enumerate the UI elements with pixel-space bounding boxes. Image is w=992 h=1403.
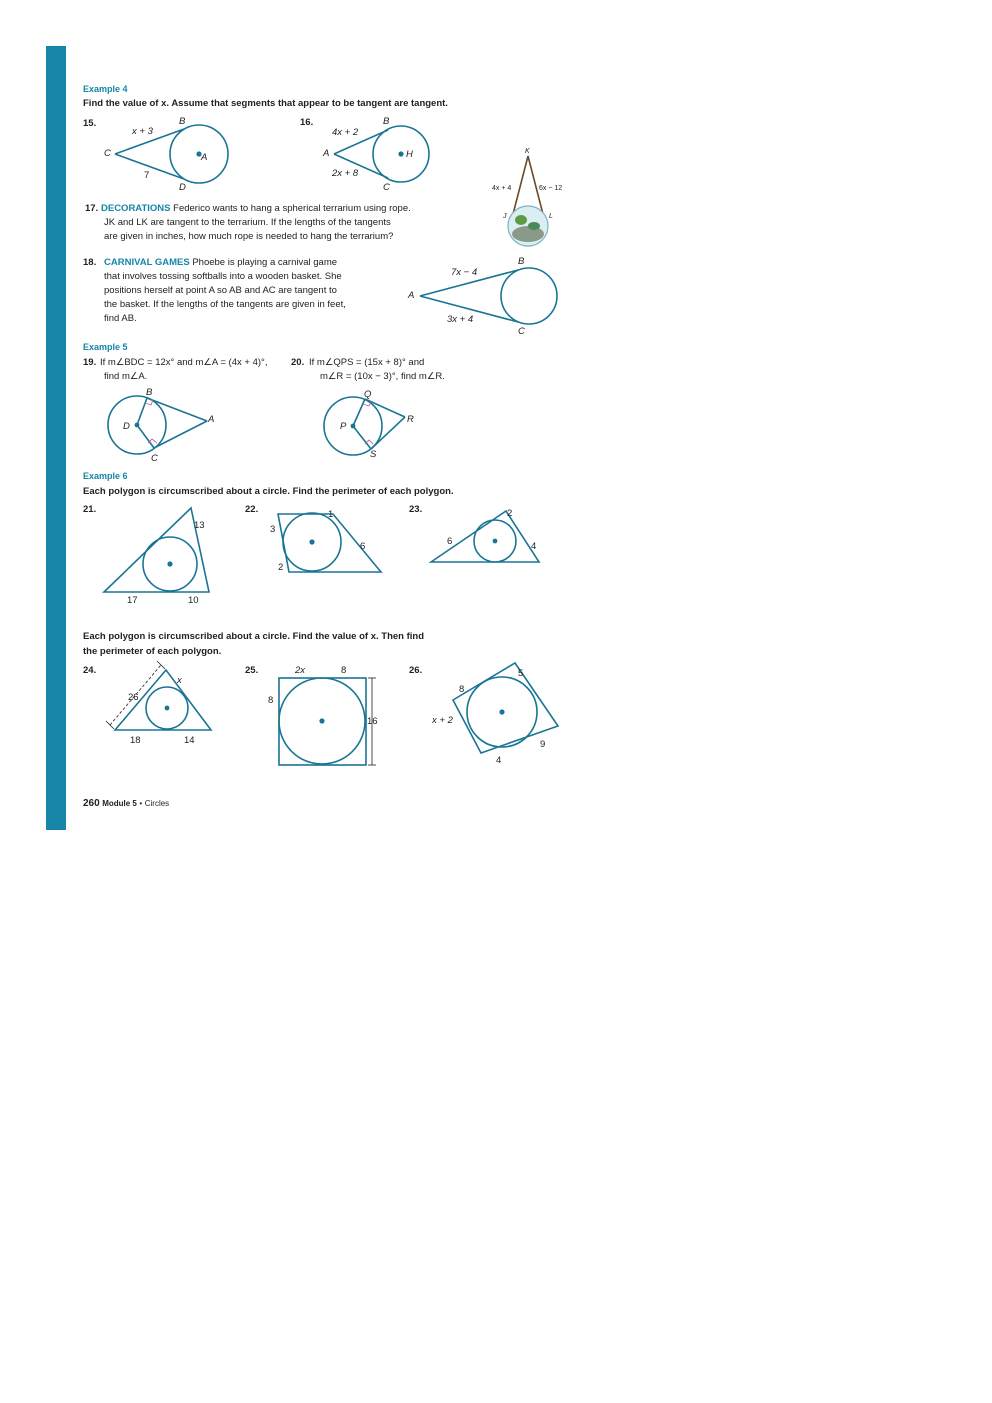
p24-label-14: 14	[184, 735, 195, 746]
p23-label-2: 2	[507, 508, 513, 519]
p15-bottom-label: 7	[144, 170, 150, 181]
problem-19-number: 19.	[83, 357, 97, 368]
problem-18-line4: the basket. If the lengths of the tangents are given in feet,	[104, 299, 346, 310]
p19-point-b: B	[146, 387, 153, 398]
problem-24-number: 24.	[83, 665, 97, 676]
footer-chapter: Circles	[144, 799, 170, 808]
example-5-heading: Example 5	[83, 342, 128, 352]
p15-top-label: x + 3	[132, 126, 153, 137]
problem-18-text1: Phoebe is playing a carnival game	[192, 257, 338, 268]
figure-21	[100, 505, 215, 595]
problem-15-number: 15.	[83, 118, 97, 129]
problem-17-line2: JK and LK are tangent to the terrarium. If the lengths of the tangents	[104, 217, 391, 228]
p19-point-d: D	[123, 421, 130, 432]
p20-point-q: Q	[364, 389, 372, 400]
figure-23	[428, 508, 543, 568]
p16-point-c: C	[383, 182, 390, 193]
terrarium-point-j: J	[503, 213, 507, 220]
p15-point-b: B	[179, 116, 186, 127]
p26-label-9: 9	[540, 739, 546, 750]
p18-top-label: 7x − 4	[451, 267, 478, 278]
problem-17-line1	[101, 203, 411, 215]
p19-point-c: C	[151, 453, 158, 464]
p24-label-x: x	[177, 675, 182, 686]
problem-18-tag: CARNIVAL GAMES	[104, 257, 190, 268]
p26-label-x-plus-2: x + 2	[432, 715, 453, 726]
problem-26-number: 26.	[409, 665, 423, 676]
example-4-instruction: Find the value of x. Assume that segments that appear to be tangent are tangent.	[83, 98, 448, 109]
footer-module: Module 5	[102, 799, 137, 808]
p21-label-13: 13	[194, 520, 205, 531]
problem-17-line3: are given in inches, how much rope is needed to hang the terrarium?	[104, 231, 394, 242]
p20-point-p: P	[340, 421, 347, 432]
problem-18-line3: positions herself at point A so AB and AC are tangent to	[104, 285, 337, 296]
problem-16-number: 16.	[300, 117, 314, 128]
problem-23-number: 23.	[409, 504, 423, 515]
figure-26	[445, 660, 565, 755]
p24-label-18: 18	[130, 735, 141, 746]
p23-label-6: 6	[447, 536, 453, 547]
p23-label-4: 4	[531, 541, 537, 552]
page-footer	[83, 797, 169, 810]
p18-point-b: B	[518, 256, 525, 267]
example-4-heading: Example 4	[83, 84, 128, 94]
problem-25-number: 25.	[245, 665, 259, 676]
problem-19-line1: If m∠BDC = 12x° and m∠A = (4x + 4)°,	[100, 357, 268, 368]
problem-17-tag: DECORATIONS	[101, 203, 171, 214]
left-accent-bar	[46, 46, 66, 830]
p26-label-4: 4	[496, 755, 502, 766]
figure-24	[100, 665, 225, 735]
problem-18-line5: find AB.	[104, 313, 137, 324]
p24-label-26: 26	[128, 692, 139, 703]
p22-label-1: 1	[328, 509, 334, 520]
terrarium-right-label: 6x − 12	[539, 185, 563, 192]
terrarium-point-k: K	[525, 148, 530, 155]
p26-label-5: 5	[518, 668, 524, 679]
problem-22-number: 22.	[245, 504, 259, 515]
problem-18-line2: that involves tossing softballs into a wooden basket. She	[104, 271, 342, 282]
p15-point-c: C	[104, 148, 111, 159]
p16-point-h: H	[406, 149, 413, 160]
problem-19-line2: find m∠A.	[104, 371, 148, 382]
p15-point-d: D	[179, 182, 186, 193]
example-6-heading: Example 6	[83, 471, 128, 481]
problem-21-number: 21.	[83, 504, 97, 515]
p25-label-16: 16	[367, 716, 378, 727]
p22-label-6: 6	[360, 541, 366, 552]
p16-bottom-label: 2x + 8	[332, 168, 359, 179]
p22-label-3: 3	[270, 524, 276, 535]
problem-18-line1	[104, 257, 337, 269]
figure-19	[100, 390, 220, 460]
p25-label-2x: 2x	[295, 665, 306, 676]
p18-point-a: A	[408, 290, 415, 301]
example-6-instruction: Each polygon is circumscribed about a circle. Find the perimeter of each polygon.	[83, 486, 454, 497]
figure-20	[315, 390, 415, 460]
terrarium-figure	[490, 150, 570, 250]
p16-point-a: A	[323, 148, 330, 159]
p21-label-17: 17	[127, 595, 138, 606]
terrarium-point-l: L	[549, 213, 553, 220]
page-number: 260	[83, 798, 100, 809]
terrarium-left-label: 4x + 4	[492, 185, 512, 192]
p15-point-a: A	[201, 152, 208, 163]
p19-point-a: A	[208, 414, 215, 425]
p22-label-2: 2	[278, 562, 284, 573]
p18-point-c: C	[518, 326, 525, 337]
figure-18	[415, 262, 565, 332]
problem-20-line1: If m∠QPS = (15x + 8)° and	[309, 357, 425, 368]
problem-17-number: 17.	[85, 203, 99, 214]
p18-bottom-label: 3x + 4	[447, 314, 474, 325]
p16-top-label: 4x + 2	[332, 127, 359, 138]
footer-separator: •	[139, 799, 143, 808]
example-6b-instruction-line2: the perimeter of each polygon.	[83, 646, 222, 657]
p16-point-b: B	[383, 116, 390, 127]
p20-point-s: S	[370, 449, 377, 460]
figure-15	[110, 120, 240, 195]
p20-point-r: R	[407, 414, 414, 425]
problem-20-line2: m∠R = (10x − 3)°, find m∠R.	[320, 371, 445, 382]
problem-17-text1: Federico wants to hang a spherical terrarium using rope.	[173, 203, 411, 214]
problem-18-number: 18.	[83, 257, 97, 268]
p25-label-8-left: 8	[268, 695, 274, 706]
problem-20-number: 20.	[291, 357, 305, 368]
p21-label-10: 10	[188, 595, 199, 606]
p25-label-8-top: 8	[341, 665, 347, 676]
p26-label-8: 8	[459, 684, 465, 695]
example-6b-instruction-line1: Each polygon is circumscribed about a circle. Find the value of x. Then find	[83, 631, 425, 642]
